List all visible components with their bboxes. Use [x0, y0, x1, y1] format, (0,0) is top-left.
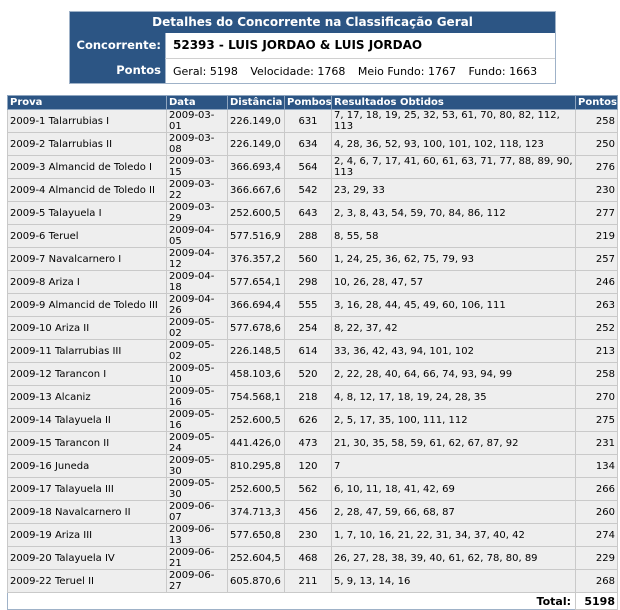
- cell-pontos: 229: [576, 547, 618, 570]
- table-row: [8, 547, 618, 570]
- cell-data: 2009-05-02: [167, 340, 228, 363]
- cell-resultados: 1, 24, 25, 36, 62, 75, 79, 93: [332, 248, 576, 271]
- competitor-label: Concorrente:: [70, 33, 165, 58]
- cell-distancia: 366.694,4: [228, 294, 285, 317]
- cell-data: 2009-05-30: [167, 478, 228, 501]
- table-header-row: [8, 96, 618, 110]
- cell-pontos: 231: [576, 432, 618, 455]
- cell-pombos: 456: [285, 501, 332, 524]
- cell-pombos: 298: [285, 271, 332, 294]
- cell-prova: 2009-19 Ariza III: [8, 524, 167, 547]
- cell-pombos: 631: [285, 110, 332, 133]
- cell-pombos: 520: [285, 363, 332, 386]
- cell-distancia: 252.600,5: [228, 478, 285, 501]
- cell-prova: 2009-20 Talayuela IV: [8, 547, 167, 570]
- cell-data: 2009-06-13: [167, 524, 228, 547]
- points-velocidade: Velocidade: 1768: [250, 65, 346, 78]
- cell-pontos: 213: [576, 340, 618, 363]
- cell-data: 2009-03-22: [167, 179, 228, 202]
- cell-data: 2009-05-24: [167, 432, 228, 455]
- cell-pontos: 263: [576, 294, 618, 317]
- cell-prova: 2009-7 Navalcarnero I: [8, 248, 167, 271]
- cell-data: 2009-06-21: [167, 547, 228, 570]
- cell-pontos: 252: [576, 317, 618, 340]
- cell-distancia: 226.149,0: [228, 110, 285, 133]
- cell-resultados: 4, 8, 12, 17, 18, 19, 24, 28, 35: [332, 386, 576, 409]
- cell-distancia: 226.148,5: [228, 340, 285, 363]
- cell-distancia: 605.870,6: [228, 570, 285, 593]
- table-row: [8, 363, 618, 386]
- cell-distancia: 577.516,9: [228, 225, 285, 248]
- cell-resultados: 7, 17, 18, 19, 25, 32, 53, 61, 70, 80, 82, 112, 113: [332, 110, 576, 133]
- cell-distancia: 226.149,0: [228, 133, 285, 156]
- cell-pombos: 560: [285, 248, 332, 271]
- points-fundo: Fundo: 1663: [468, 65, 538, 78]
- competitor-row: [70, 33, 555, 58]
- points-meio-fundo: Meio Fundo: 1767: [357, 65, 456, 78]
- cell-pontos: 134: [576, 455, 618, 478]
- cell-prova: 2009-8 Ariza I: [8, 271, 167, 294]
- header-data: Data: [167, 96, 228, 110]
- cell-distancia: 441.426,0: [228, 432, 285, 455]
- cell-pombos: 562: [285, 478, 332, 501]
- header-resultados: Resultados Obtidos: [332, 96, 576, 110]
- cell-prova: 2009-6 Teruel: [8, 225, 167, 248]
- cell-resultados: 7: [332, 455, 576, 478]
- cell-pombos: 468: [285, 547, 332, 570]
- cell-prova: 2009-13 Alcaniz: [8, 386, 167, 409]
- cell-pombos: 288: [285, 225, 332, 248]
- cell-pontos: 257: [576, 248, 618, 271]
- cell-pombos: 218: [285, 386, 332, 409]
- cell-pontos: 277: [576, 202, 618, 225]
- total-row: [8, 593, 618, 610]
- cell-prova: 2009-5 Talayuela I: [8, 202, 167, 225]
- total-points-values: [165, 58, 555, 83]
- cell-resultados: 2, 22, 28, 40, 64, 66, 74, 93, 94, 99: [332, 363, 576, 386]
- cell-resultados: 2, 3, 8, 43, 54, 59, 70, 84, 86, 112: [332, 202, 576, 225]
- table-row: [8, 133, 618, 156]
- cell-prova: 2009-3 Almancid de Toledo I: [8, 156, 167, 179]
- cell-pombos: 473: [285, 432, 332, 455]
- cell-pontos: 274: [576, 524, 618, 547]
- cell-resultados: 33, 36, 42, 43, 94, 101, 102: [332, 340, 576, 363]
- total-points-row: [70, 58, 555, 83]
- cell-resultados: 26, 27, 28, 38, 39, 40, 61, 62, 78, 80, 89: [332, 547, 576, 570]
- cell-pombos: 211: [285, 570, 332, 593]
- table-row: [8, 248, 618, 271]
- cell-resultados: 21, 30, 35, 58, 59, 61, 62, 67, 87, 92: [332, 432, 576, 455]
- cell-pombos: 542: [285, 179, 332, 202]
- cell-data: 2009-05-16: [167, 386, 228, 409]
- cell-pombos: 564: [285, 156, 332, 179]
- cell-distancia: 252.604,5: [228, 547, 285, 570]
- cell-data: 2009-03-08: [167, 133, 228, 156]
- competitor-summary: [69, 11, 556, 84]
- cell-pontos: 268: [576, 570, 618, 593]
- cell-pombos: 254: [285, 317, 332, 340]
- cell-prova: 2009-18 Navalcarnero II: [8, 501, 167, 524]
- cell-data: 2009-03-15: [167, 156, 228, 179]
- cell-data: 2009-03-29: [167, 202, 228, 225]
- cell-prova: 2009-14 Talayuela II: [8, 409, 167, 432]
- cell-prova: 2009-10 Ariza II: [8, 317, 167, 340]
- table-row: [8, 202, 618, 225]
- table-row: [8, 432, 618, 455]
- cell-pontos: 258: [576, 110, 618, 133]
- cell-resultados: 2, 5, 17, 35, 100, 111, 112: [332, 409, 576, 432]
- cell-data: 2009-04-18: [167, 271, 228, 294]
- table-row: [8, 179, 618, 202]
- cell-data: 2009-06-07: [167, 501, 228, 524]
- cell-pontos: 230: [576, 179, 618, 202]
- table-row: [8, 225, 618, 248]
- cell-distancia: 577.678,6: [228, 317, 285, 340]
- cell-pombos: 643: [285, 202, 332, 225]
- cell-prova: 2009-22 Teruel II: [8, 570, 167, 593]
- cell-distancia: 376.357,2: [228, 248, 285, 271]
- cell-pombos: 626: [285, 409, 332, 432]
- cell-pombos: 614: [285, 340, 332, 363]
- total-points-label: Pontos: [70, 58, 165, 83]
- cell-prova: 2009-12 Tarancon I: [8, 363, 167, 386]
- summary-title: Detalhes do Concorrente na Classificação Geral: [70, 12, 555, 33]
- cell-resultados: 6, 10, 11, 18, 41, 42, 69: [332, 478, 576, 501]
- cell-data: 2009-05-30: [167, 455, 228, 478]
- table-row: [8, 386, 618, 409]
- cell-data: 2009-05-02: [167, 317, 228, 340]
- cell-data: 2009-04-05: [167, 225, 228, 248]
- cell-distancia: 810.295,8: [228, 455, 285, 478]
- cell-prova: 2009-2 Talarrubias II: [8, 133, 167, 156]
- cell-data: 2009-03-01: [167, 110, 228, 133]
- cell-distancia: 252.600,5: [228, 202, 285, 225]
- cell-distancia: 374.713,3: [228, 501, 285, 524]
- cell-data: 2009-04-26: [167, 294, 228, 317]
- cell-data: 2009-05-10: [167, 363, 228, 386]
- cell-pontos: 246: [576, 271, 618, 294]
- cell-data: 2009-05-16: [167, 409, 228, 432]
- table-row: [8, 340, 618, 363]
- cell-resultados: 3, 16, 28, 44, 45, 49, 60, 106, 111: [332, 294, 576, 317]
- results-body: [8, 110, 618, 593]
- cell-prova: 2009-17 Talayuela III: [8, 478, 167, 501]
- cell-prova: 2009-4 Almancid de Toledo II: [8, 179, 167, 202]
- header-prova: Prova: [8, 96, 167, 110]
- header-distancia: Distância: [228, 96, 285, 110]
- cell-pombos: 634: [285, 133, 332, 156]
- cell-prova: 2009-15 Tarancon II: [8, 432, 167, 455]
- results-table: [7, 95, 618, 610]
- cell-prova: 2009-11 Talarrubias III: [8, 340, 167, 363]
- cell-pontos: 260: [576, 501, 618, 524]
- cell-resultados: 10, 26, 28, 47, 57: [332, 271, 576, 294]
- table-row: [8, 271, 618, 294]
- cell-pontos: 270: [576, 386, 618, 409]
- cell-distancia: 366.693,4: [228, 156, 285, 179]
- cell-resultados: 8, 22, 37, 42: [332, 317, 576, 340]
- cell-prova: 2009-9 Almancid de Toledo III: [8, 294, 167, 317]
- cell-resultados: 1, 7, 10, 16, 21, 22, 31, 34, 37, 40, 42: [332, 524, 576, 547]
- cell-distancia: 577.650,8: [228, 524, 285, 547]
- table-row: [8, 409, 618, 432]
- cell-pontos: 266: [576, 478, 618, 501]
- table-row: [8, 156, 618, 179]
- cell-pombos: 555: [285, 294, 332, 317]
- cell-resultados: 23, 29, 33: [332, 179, 576, 202]
- cell-resultados: 4, 28, 36, 52, 93, 100, 101, 102, 118, 123: [332, 133, 576, 156]
- table-row: [8, 570, 618, 593]
- cell-resultados: 2, 4, 6, 7, 17, 41, 60, 61, 63, 71, 77, 88, 89, 90, 113: [332, 156, 576, 179]
- cell-prova: 2009-1 Talarrubias I: [8, 110, 167, 133]
- table-row: [8, 110, 618, 133]
- cell-pombos: 230: [285, 524, 332, 547]
- cell-pombos: 120: [285, 455, 332, 478]
- cell-pontos: 258: [576, 363, 618, 386]
- table-row: [8, 294, 618, 317]
- cell-distancia: 754.568,1: [228, 386, 285, 409]
- cell-resultados: 2, 28, 47, 59, 66, 68, 87: [332, 501, 576, 524]
- table-row: [8, 524, 618, 547]
- cell-distancia: 252.600,5: [228, 409, 285, 432]
- cell-data: 2009-04-12: [167, 248, 228, 271]
- cell-resultados: 8, 55, 58: [332, 225, 576, 248]
- table-row: [8, 478, 618, 501]
- points-geral: Geral: 5198: [173, 65, 238, 78]
- total-label: Total:: [8, 593, 576, 610]
- header-pombos: Pombos: [285, 96, 332, 110]
- table-row: [8, 455, 618, 478]
- competitor-value: 52393 - LUIS JORDAO & LUIS JORDAO: [165, 33, 555, 58]
- cell-data: 2009-06-27: [167, 570, 228, 593]
- table-row: [8, 501, 618, 524]
- cell-distancia: 458.103,6: [228, 363, 285, 386]
- cell-resultados: 5, 9, 13, 14, 16: [332, 570, 576, 593]
- cell-distancia: 577.654,1: [228, 271, 285, 294]
- cell-prova: 2009-16 Juneda: [8, 455, 167, 478]
- cell-pontos: 219: [576, 225, 618, 248]
- cell-distancia: 366.667,6: [228, 179, 285, 202]
- table-row: [8, 317, 618, 340]
- cell-pontos: 276: [576, 156, 618, 179]
- header-pontos: Pontos: [576, 96, 618, 110]
- cell-pontos: 275: [576, 409, 618, 432]
- total-value: 5198: [576, 593, 618, 610]
- cell-pontos: 250: [576, 133, 618, 156]
